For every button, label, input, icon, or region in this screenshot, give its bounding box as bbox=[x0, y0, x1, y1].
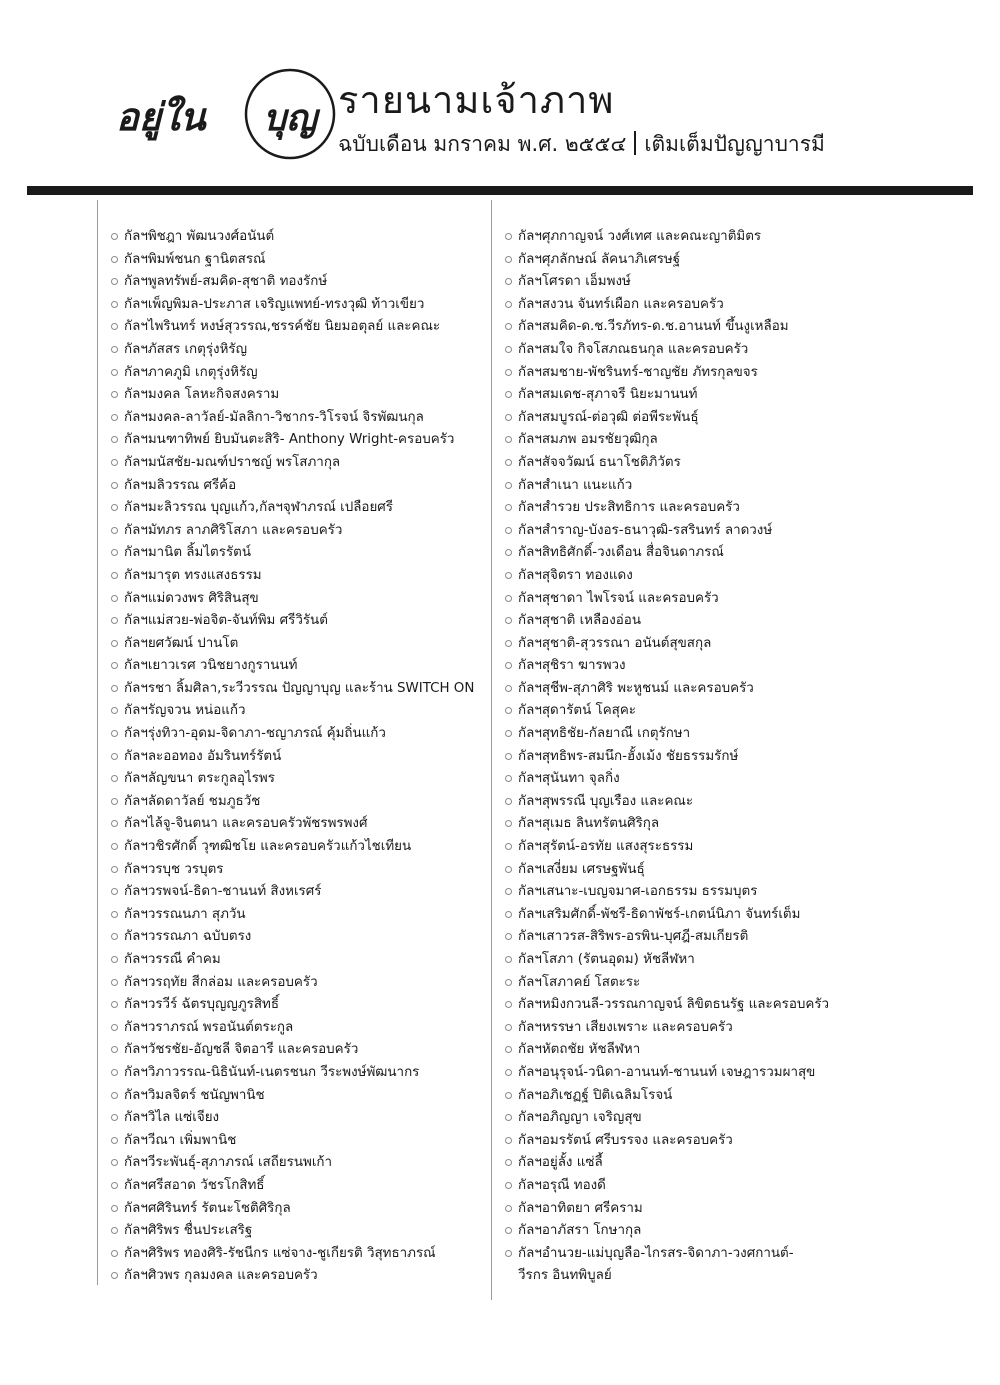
donor-list-item bbox=[505, 1243, 975, 1288]
circle-bullet-icon bbox=[111, 933, 118, 940]
donor-name: กัลฯยศวัฒน์ ปานโต bbox=[124, 635, 239, 651]
donor-name-continuation: วีรกร อินทพิบูลย์ bbox=[518, 1268, 612, 1284]
donor-name: กัลฯเยาวเรศ วนิชยางกูรานนท์ bbox=[124, 658, 298, 674]
donor-list-item bbox=[505, 475, 975, 498]
circle-bullet-icon bbox=[111, 640, 118, 647]
circle-bullet-icon bbox=[505, 301, 512, 308]
donor-name: กัลฯหมิงกวนลี-วรรณกาญจน์ ลิขิตธนรัฐ และครอบครัว bbox=[518, 997, 830, 1013]
donor-list-item bbox=[505, 768, 975, 791]
circle-bullet-icon bbox=[111, 1137, 118, 1144]
donor-list-item bbox=[505, 972, 975, 995]
circle-bullet-icon bbox=[111, 278, 118, 285]
donor-name: กัลฯศุภลักษณ์ ลัคนาภิเศรษฐ์ bbox=[518, 251, 681, 267]
circle-bullet-icon bbox=[111, 301, 118, 308]
donor-name: กัลฯสมชาย-พัชรินทร์-ชาญชัย ภัทรกุลขจร bbox=[518, 364, 758, 380]
donor-name: กัลฯมนัสชัย-มณฑ์ปราชญ์ พรโสภากุล bbox=[124, 454, 341, 470]
donor-name: กัลฯโสภา (รัตนอุดม) หัชลีฬหา bbox=[518, 952, 695, 967]
donor-name: กัลฯเพ็ญพิมล-ประภาส เจริญแพทย์-ทรงวุฒิ ท้าวเขียว bbox=[124, 296, 425, 312]
donor-name: กัลฯเสนาะ-เบญจมาศ-เอกธรรม ธรรมบุตร bbox=[518, 884, 758, 900]
subtitle-right: เติมเต็มปัญญาบารมี bbox=[644, 132, 825, 156]
donor-name: กัลฯสุจิตรา ทองแดง bbox=[518, 567, 633, 583]
donor-list-item bbox=[111, 1220, 486, 1243]
donor-list-item bbox=[111, 859, 486, 882]
donor-list-item bbox=[505, 994, 975, 1017]
donor-name: กัลฯศรีสอาด วัชรโกสิทธิ์ bbox=[124, 1177, 265, 1193]
circle-bullet-icon bbox=[111, 346, 118, 353]
donor-name: กัลฯไล้จู-จินตนา และครอบครัวพัชรพรพงศ์ bbox=[124, 816, 368, 832]
donor-list-item bbox=[111, 1265, 486, 1288]
donor-list-item bbox=[111, 339, 486, 362]
circle-bullet-icon bbox=[111, 1159, 118, 1166]
donor-name: กัลฯละออทอง อัมรินทร์รัตน์ bbox=[124, 748, 282, 764]
circle-bullet-icon bbox=[111, 617, 118, 624]
circle-bullet-icon bbox=[505, 278, 512, 285]
donor-list-item bbox=[505, 384, 975, 407]
donor-name: กัลฯสุดารัตน์ โคสุคะ bbox=[518, 703, 636, 719]
donor-name: กัลฯอมรรัตน์ ศรีบรรจง และครอบครัว bbox=[518, 1132, 733, 1148]
donor-name: กัลฯวัชรชัย-อัญชลี จิตอารี และครอบครัว bbox=[124, 1042, 359, 1058]
circle-bullet-icon bbox=[505, 1024, 512, 1031]
donor-name: กัลฯพิมพ์ชนก ฐานิตสรณ์ bbox=[124, 251, 266, 267]
circle-bullet-icon bbox=[111, 707, 118, 714]
donor-list-item bbox=[111, 429, 486, 452]
donor-list-item bbox=[111, 1130, 486, 1153]
donor-list-item bbox=[505, 1039, 975, 1062]
donor-name: กัลฯสุพรรณี บุญเรือง และคณะ bbox=[518, 793, 694, 809]
donor-list-item bbox=[505, 1107, 975, 1130]
donor-name: กัลฯสมภพ อมรชัยวุฒิกุล bbox=[518, 432, 658, 448]
donor-list-item bbox=[111, 972, 486, 995]
donor-list-item bbox=[111, 1085, 486, 1108]
donor-name: กัลฯรชา ลิ้มศิลา,ระวีวรรณ ปัญญาบุญ และร้าน SWITCH ON bbox=[124, 680, 475, 696]
donor-list-item bbox=[505, 588, 975, 611]
donor-name: กัลฯวิไล แซ่เจียง bbox=[124, 1110, 220, 1126]
circle-bullet-icon bbox=[111, 1114, 118, 1121]
donor-name: กัลฯภัสสร เกตุรุ่งหิรัญ bbox=[124, 341, 247, 357]
circle-bullet-icon bbox=[505, 414, 512, 421]
donor-name: กัลฯอำนวย-แม่บุญลือ-ไกรสร-จิดาภา-วงศกานต์- bbox=[518, 1245, 794, 1261]
circle-bullet-icon bbox=[111, 662, 118, 669]
donor-list-item bbox=[505, 339, 975, 362]
donor-name: กัลฯสำราญ-บังอร-ธนาวุฒิ-รสรินทร์ ลาดวงษ์ bbox=[518, 522, 773, 538]
donor-name: กัลฯภาคภูมิ เกตุรุ่งหิรัญ bbox=[124, 364, 258, 380]
donor-list-item bbox=[111, 655, 486, 678]
donor-list-item bbox=[111, 949, 486, 972]
circle-bullet-icon bbox=[505, 866, 512, 873]
donor-name: กัลฯอาทิตยา ศรีคราม bbox=[518, 1200, 643, 1216]
donor-list-item bbox=[111, 678, 486, 701]
circle-bullet-icon bbox=[111, 888, 118, 895]
circle-bullet-icon bbox=[505, 549, 512, 556]
circle-bullet-icon bbox=[505, 1069, 512, 1076]
donor-name: กัลฯวรบุช วรบุตร bbox=[124, 861, 224, 877]
donor-list-item bbox=[111, 610, 486, 633]
donor-list-item bbox=[505, 565, 975, 588]
circle-bullet-icon bbox=[111, 1046, 118, 1053]
donor-list-item bbox=[111, 813, 486, 836]
donor-list-item bbox=[505, 723, 975, 746]
circle-bullet-icon bbox=[505, 391, 512, 398]
donor-list-item bbox=[505, 746, 975, 769]
donor-name: กัลฯอภิญญา เจริญสุข bbox=[518, 1110, 642, 1126]
donor-name: กัลฯวรพจน์-ธิดา-ชานนท์ สิงหเรศร์ bbox=[124, 884, 322, 900]
donor-list-item bbox=[111, 700, 486, 723]
donor-name: กัลฯวราภรณ์ พรอนันต์ตระกูล bbox=[124, 1019, 294, 1035]
donor-list-item bbox=[111, 226, 486, 249]
donor-list-item bbox=[505, 497, 975, 520]
donor-list-item bbox=[111, 249, 486, 272]
donor-list-item bbox=[505, 1130, 975, 1153]
donor-name: กัลฯสงวน จันทร์เผือก และครอบครัว bbox=[518, 296, 724, 312]
donor-name: กัลฯศิริพร ทองศิริ-รัชนีกร แซ่จาง-ชูเกียรติ วิสุทธาภรณ์ bbox=[124, 1245, 436, 1261]
donor-list-item bbox=[505, 610, 975, 633]
donor-name: กัลฯวชิรศักดิ์ วุฑฒิชโย และครอบครัวแก้วไชเทียน bbox=[124, 839, 412, 855]
left-column-line bbox=[97, 200, 98, 1285]
donor-name: กัลฯวรวีร์ ฉัตรบุญญภูรสิทธิ์ bbox=[124, 997, 280, 1013]
donor-list-item bbox=[505, 700, 975, 723]
donor-list-item bbox=[111, 362, 486, 385]
circle-bullet-icon bbox=[505, 369, 512, 376]
donor-name: กัลฯสุชาติ-สุวรรณา อนันต์สุขสกุล bbox=[518, 635, 712, 651]
donor-name: กัลฯอนุรุจน์-วนิดา-อานนท์-ชานนท์ เจษฎารวมผาสุข bbox=[518, 1064, 816, 1080]
circle-bullet-icon bbox=[111, 369, 118, 376]
circle-bullet-icon bbox=[505, 1001, 512, 1008]
circle-bullet-icon bbox=[111, 572, 118, 579]
edition-label: ฉบับเดือน มกราคม พ.ศ. ๒๕๕๔ bbox=[338, 132, 627, 156]
donor-name: กัลฯโสภาคย์ โสตะระ bbox=[518, 974, 641, 990]
circle-bullet-icon bbox=[505, 775, 512, 782]
circle-bullet-icon bbox=[505, 1182, 512, 1189]
donor-name: กัลฯอาภัสรา โกษากุล bbox=[518, 1223, 642, 1239]
donor-name: กัลฯสมคิด-ด.ช.วีรภัทร-ด.ช.อานนท์ ขึ้นงูเหลือม bbox=[518, 319, 789, 335]
donor-name: กัลฯแม่สวย-พ่อจิต-จันท์พิม ศรีวิรันต์ bbox=[124, 613, 328, 629]
donor-name: กัลฯอรุณี ทองดี bbox=[518, 1177, 606, 1193]
circle-bullet-icon bbox=[505, 233, 512, 240]
donor-list-item bbox=[505, 429, 975, 452]
donor-list-item bbox=[505, 542, 975, 565]
circle-bullet-icon bbox=[111, 459, 118, 466]
donor-list-item bbox=[111, 1062, 486, 1085]
donor-name: กัลฯสำเนา แนะแก้ว bbox=[518, 477, 633, 493]
donor-name: กัลฯสุเมธ ลินทรัตนศิริกุล bbox=[518, 816, 660, 832]
circle-bullet-icon bbox=[505, 482, 512, 489]
circle-bullet-icon bbox=[111, 1227, 118, 1234]
donor-name: กัลฯโศรดา เอ็มพงษ์ bbox=[518, 274, 631, 290]
circle-bullet-icon bbox=[111, 1272, 118, 1279]
circle-bullet-icon bbox=[505, 1159, 512, 1166]
donor-list-item bbox=[505, 678, 975, 701]
donor-name: กัลฯสำรวย ประสิทธิการ และครอบครัว bbox=[518, 500, 740, 516]
donor-list-item bbox=[111, 542, 486, 565]
donor-list-item bbox=[111, 1152, 486, 1175]
donor-name: กัลฯรุ่งทิวา-อุดม-จิดาภา-ชญาภรณ์ คุ้มถิ่นแก้ว bbox=[124, 726, 386, 742]
circle-bullet-icon bbox=[505, 617, 512, 624]
circle-bullet-icon bbox=[505, 888, 512, 895]
donor-name: กัลฯสุทธิพร-สมนึก-ฮั้งเม้ง ชัยธรรมรักษ์ bbox=[518, 748, 739, 764]
donor-list-item bbox=[505, 633, 975, 656]
right-column bbox=[505, 226, 975, 1288]
donor-list-item bbox=[505, 452, 975, 475]
circle-bullet-icon bbox=[505, 798, 512, 805]
donor-list-item bbox=[505, 791, 975, 814]
circle-bullet-icon bbox=[505, 436, 512, 443]
donor-name: กัลฯสิทธิศักดิ์-วงเดือน สื่อจินดาภรณ์ bbox=[518, 545, 724, 561]
donor-name: กัลฯมารุต ทรงแสงธรรม bbox=[124, 567, 262, 583]
circle-bullet-icon bbox=[111, 753, 118, 760]
donor-list-item bbox=[111, 1017, 486, 1040]
donor-list-item bbox=[505, 881, 975, 904]
donor-list-item bbox=[505, 949, 975, 972]
donor-name: กัลฯไพรินทร์ หงษ์สุวรรณ,ชรรค์ชัย นิยมอตุลย์ และคณะ bbox=[124, 319, 441, 335]
donor-name: กัลฯพิชฎา พัฒนวงศ์อนันต์ bbox=[124, 229, 275, 244]
circle-bullet-icon bbox=[505, 256, 512, 263]
circle-bullet-icon bbox=[505, 662, 512, 669]
circle-bullet-icon bbox=[111, 1069, 118, 1076]
circle-bullet-icon bbox=[505, 640, 512, 647]
circle-bullet-icon bbox=[111, 956, 118, 963]
circle-bullet-icon bbox=[111, 775, 118, 782]
donor-list-item bbox=[111, 294, 486, 317]
donor-list-item bbox=[505, 316, 975, 339]
donor-list-item bbox=[505, 813, 975, 836]
donor-list-item bbox=[111, 520, 486, 543]
donor-name: กัลฯแม่ดวงพร ศิริสินสุข bbox=[124, 590, 259, 606]
donor-name: กัลฯลัดดาวัลย์ ชมภูธวัช bbox=[124, 793, 261, 809]
circle-bullet-icon bbox=[505, 527, 512, 534]
donor-name: กัลฯเสริมศักดิ์-พัชรี-ธิดาพัชร์-เกตน์นิภา จันทร์เต็ม bbox=[518, 906, 801, 922]
circle-bullet-icon bbox=[505, 1250, 512, 1257]
circle-bullet-icon bbox=[505, 1205, 512, 1212]
donor-name: กัลฯวีระพันธุ์-สุภาภรณ์ เสถียรนพเก้า bbox=[124, 1155, 333, 1171]
donor-list-item bbox=[505, 926, 975, 949]
circle-bullet-icon bbox=[505, 1227, 512, 1234]
donor-list-item bbox=[505, 859, 975, 882]
circle-bullet-icon bbox=[111, 391, 118, 398]
donor-name: กัลฯวีณา เพิ่มพานิช bbox=[124, 1132, 237, 1148]
donor-name: กัลฯสัจจวัฒน์ ธนาโชติภิวัตร bbox=[518, 454, 681, 470]
donor-name: กัลฯสมใจ กิจโสภณธนกุล และครอบครัว bbox=[518, 341, 749, 357]
circle-bullet-icon bbox=[505, 685, 512, 692]
donor-name: กัลฯสุรัตน์-อรทัย แสงสุระธรรม bbox=[518, 839, 694, 855]
donor-list-item bbox=[111, 1175, 486, 1198]
donor-name: กัลฯมะลิวรรณ บุญแก้ว,กัลฯจุฬาภรณ์ เปลือยศรี bbox=[124, 500, 393, 516]
donor-name: กัลฯหรรษา เสียงเพราะ และครอบครัว bbox=[518, 1019, 733, 1035]
donor-name: กัลฯสุชาติ เหลืองอ่อน bbox=[518, 613, 641, 629]
circle-bullet-icon bbox=[111, 233, 118, 240]
donor-list-item bbox=[505, 1017, 975, 1040]
circle-bullet-icon bbox=[111, 979, 118, 986]
page-subtitle bbox=[338, 130, 825, 158]
circle-bullet-icon bbox=[505, 820, 512, 827]
donor-name: กัลฯมงคล โลหะกิจสงคราม bbox=[124, 387, 280, 403]
donor-list-item bbox=[505, 271, 975, 294]
donor-list-item bbox=[111, 1039, 486, 1062]
donor-list-item bbox=[505, 1175, 975, 1198]
donor-name: กัลฯวิภาวรรณ-นิธินันท์-เนตรชนก วีระพงษ์พัฒนากร bbox=[124, 1064, 420, 1080]
circle-bullet-icon bbox=[111, 527, 118, 534]
donor-name: กัลฯวรรณภา ฉบับตรง bbox=[124, 929, 252, 945]
left-column bbox=[111, 226, 486, 1288]
donor-list-item bbox=[111, 384, 486, 407]
circle-bullet-icon bbox=[111, 595, 118, 602]
donor-name: กัลฯสุชาดา ไพโรจน์ และครอบครัว bbox=[518, 590, 719, 606]
circle-bullet-icon bbox=[505, 1114, 512, 1121]
donor-list-item bbox=[505, 407, 975, 430]
circle-bullet-icon bbox=[111, 323, 118, 330]
circle-bullet-icon bbox=[111, 1205, 118, 1212]
donor-list-item bbox=[111, 746, 486, 769]
donor-name: กัลฯสุชิรา ฆารพวง bbox=[518, 658, 626, 674]
donor-list-item bbox=[111, 881, 486, 904]
circle-bullet-icon bbox=[111, 1182, 118, 1189]
donor-name: กัลฯวรฤทัย สีกล่อม และครอบครัว bbox=[124, 974, 318, 990]
circle-bullet-icon bbox=[505, 1137, 512, 1144]
circle-bullet-icon bbox=[111, 1092, 118, 1099]
circle-bullet-icon bbox=[505, 595, 512, 602]
donor-name: กัลฯวรรณนภา สุภวัน bbox=[124, 906, 246, 922]
donor-list-item bbox=[111, 497, 486, 520]
donor-name: กัลฯมานิต ลิ้มไตรรัตน์ bbox=[124, 545, 251, 561]
donor-list-item bbox=[111, 1107, 486, 1130]
circle-bullet-icon bbox=[111, 911, 118, 918]
donor-list-item bbox=[111, 475, 486, 498]
ayunaiboon-logo bbox=[112, 66, 342, 162]
donor-list-item bbox=[505, 836, 975, 859]
circle-bullet-icon bbox=[111, 504, 118, 511]
donor-list-item bbox=[505, 294, 975, 317]
circle-bullet-icon bbox=[111, 1024, 118, 1031]
donor-list-item bbox=[505, 1085, 975, 1108]
donor-list-item bbox=[505, 520, 975, 543]
donor-list-item bbox=[111, 407, 486, 430]
donor-name: กัลฯสมเดช-สุภาจรี นิยะมานนท์ bbox=[518, 387, 698, 403]
subtitle-divider bbox=[634, 131, 636, 155]
donor-name: กัลฯวรรณี คำคม bbox=[124, 952, 221, 967]
circle-bullet-icon bbox=[505, 1046, 512, 1053]
donor-list-item bbox=[111, 1243, 486, 1266]
donor-name: กัลฯลัญขนา ตระกูลอุไรพร bbox=[124, 771, 275, 787]
circle-bullet-icon bbox=[111, 685, 118, 692]
logo-text-left: อยู่ใน bbox=[116, 95, 206, 139]
donor-list-item bbox=[111, 994, 486, 1017]
donor-name: กัลฯสุทธิชัย-กัลยาณี เกตุรักษา bbox=[518, 726, 691, 742]
donor-name: กัลฯรัญจวน หน่อแก้ว bbox=[124, 703, 246, 719]
donor-name: กัลฯมงคล-ลาวัลย์-มัลลิกา-วิชากร-วิโรจน์ จิรพัฒนกุล bbox=[124, 409, 424, 425]
circle-bullet-icon bbox=[505, 504, 512, 511]
page-title: รายนามเจ้าภาพ bbox=[338, 78, 615, 122]
donor-name: กัลฯวิมลจิตร์ ชนัญพานิช bbox=[124, 1087, 265, 1103]
donor-list-item bbox=[111, 588, 486, 611]
circle-bullet-icon bbox=[111, 482, 118, 489]
donor-name: กัลฯเสงี่ยม เศรษฐพันธุ์ bbox=[518, 861, 645, 877]
donor-list-item bbox=[111, 271, 486, 294]
donor-list-item bbox=[111, 565, 486, 588]
donor-list-item bbox=[505, 1152, 975, 1175]
donor-list-item bbox=[111, 836, 486, 859]
circle-bullet-icon bbox=[111, 256, 118, 263]
center-divider-line bbox=[491, 200, 492, 1300]
circle-bullet-icon bbox=[505, 459, 512, 466]
donor-list-item bbox=[505, 1062, 975, 1085]
circle-bullet-icon bbox=[505, 753, 512, 760]
donor-name: กัลฯสุชีพ-สุภาศิริ พะหูชนม์ และครอบครัว bbox=[518, 680, 754, 696]
donor-list-item bbox=[111, 452, 486, 475]
circle-bullet-icon bbox=[111, 820, 118, 827]
circle-bullet-icon bbox=[111, 730, 118, 737]
circle-bullet-icon bbox=[505, 730, 512, 737]
donor-list-item bbox=[505, 1198, 975, 1221]
donor-name: กัลฯมนฑาทิพย์ ยิบมันตะสิริ- Anthony Wright-ครอบครัว bbox=[124, 432, 455, 448]
donor-list-item bbox=[111, 1198, 486, 1221]
circle-bullet-icon bbox=[111, 1001, 118, 1008]
circle-bullet-icon bbox=[111, 843, 118, 850]
circle-bullet-icon bbox=[505, 911, 512, 918]
circle-bullet-icon bbox=[505, 572, 512, 579]
circle-bullet-icon bbox=[111, 866, 118, 873]
donor-name: กัลฯมลิวรรณ ศรีค้อ bbox=[124, 477, 237, 493]
donor-list-item bbox=[505, 362, 975, 385]
donor-list-item bbox=[111, 926, 486, 949]
donor-list-item bbox=[111, 316, 486, 339]
circle-bullet-icon bbox=[111, 549, 118, 556]
donor-name: กัลฯศุภกาญจน์ วงศ์เทศ และคณะญาติมิตร bbox=[518, 229, 762, 244]
donor-list-item bbox=[505, 904, 975, 927]
donor-list-item bbox=[505, 226, 975, 249]
donor-list-item bbox=[111, 791, 486, 814]
donor-name: กัลฯอภิเชฏฐ์ ปิติเฉลิมโรจน์ bbox=[518, 1087, 673, 1103]
circle-bullet-icon bbox=[505, 843, 512, 850]
donor-list-item bbox=[111, 768, 486, 791]
circle-bullet-icon bbox=[505, 1092, 512, 1099]
donor-name: กัลฯหัตถชัย หัชลีฬหา bbox=[518, 1042, 641, 1058]
donor-name: กัลฯศศิรินทร์ รัตนะโชติศิริกุล bbox=[124, 1200, 291, 1216]
circle-bullet-icon bbox=[111, 436, 118, 443]
circle-bullet-icon bbox=[505, 346, 512, 353]
circle-bullet-icon bbox=[111, 798, 118, 805]
circle-bullet-icon bbox=[505, 956, 512, 963]
logo-text-circle: บุญ bbox=[263, 98, 317, 139]
donor-name: กัลฯพูลทรัพย์-สมคิด-สุชาติ ทองรักษ์ bbox=[124, 274, 328, 290]
donor-name: กัลฯศิริพร ชื่นประเสริฐ bbox=[124, 1223, 253, 1239]
donor-list-item bbox=[111, 904, 486, 927]
circle-bullet-icon bbox=[111, 414, 118, 421]
header-rule bbox=[27, 186, 973, 195]
donor-name: กัลฯสมบูรณ์-ต่อวุฒิ ต่อพีระพันธุ์ bbox=[518, 409, 699, 425]
donor-name: กัลฯศิวพร กุลมงคล และครอบครัว bbox=[124, 1268, 318, 1284]
donor-name: กัลฯมัทภร ลาภศิริโสภา และครอบครัว bbox=[124, 522, 343, 538]
circle-bullet-icon bbox=[505, 933, 512, 940]
circle-bullet-icon bbox=[505, 323, 512, 330]
donor-name: กัลฯเสาวรส-สิริพร-อรพิน-บุศฎี-สมเกียรติ bbox=[518, 929, 749, 945]
circle-bullet-icon bbox=[505, 707, 512, 714]
donor-list-item bbox=[505, 1220, 975, 1243]
circle-bullet-icon bbox=[505, 979, 512, 986]
donor-list-item bbox=[505, 655, 975, 678]
donor-name: กัลฯสุนันทา จุลกิ่ง bbox=[518, 771, 620, 787]
donor-list-item bbox=[111, 633, 486, 656]
donor-list-item bbox=[505, 249, 975, 272]
donor-list-item bbox=[111, 723, 486, 746]
donor-name: กัลฯอยู่ลั้ง แซ่ลี้ bbox=[518, 1155, 603, 1171]
circle-bullet-icon bbox=[111, 1250, 118, 1257]
